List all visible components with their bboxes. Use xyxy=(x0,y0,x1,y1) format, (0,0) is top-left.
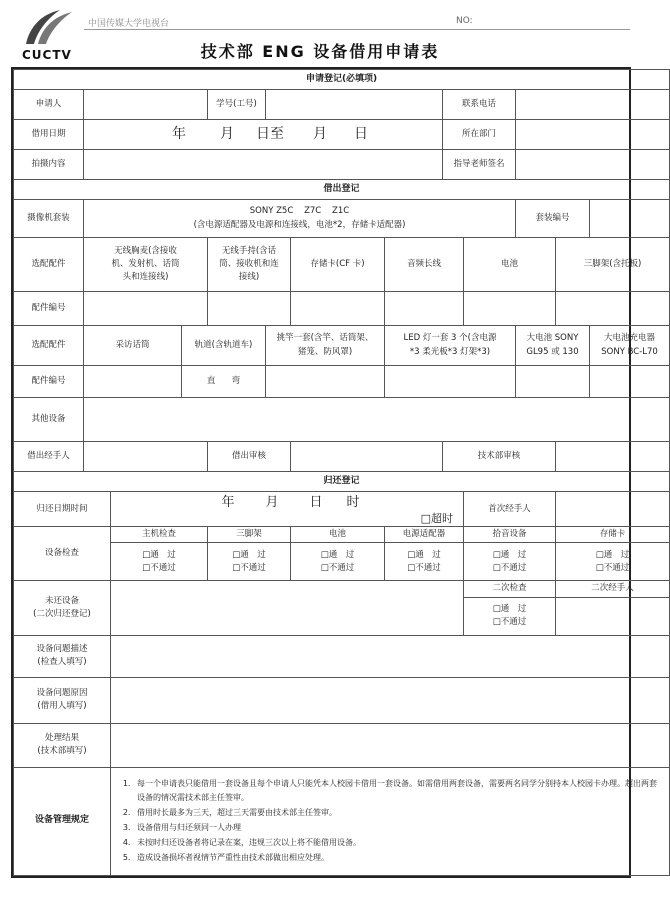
check-item-adapter: 电源适配器 xyxy=(385,527,464,543)
acc-no-field-6[interactable] xyxy=(556,292,670,326)
accessory-number-label-1: 配件编号 xyxy=(14,292,84,326)
acc-memory-card: 存储卡(CF 卡) xyxy=(291,238,385,292)
return-year: 年 xyxy=(221,495,235,510)
kit-number-field[interactable] xyxy=(590,200,670,238)
student-id-label: 学号(工号) xyxy=(208,90,266,120)
return-hour: 时 xyxy=(346,495,360,510)
teacher-sign-label: 指导老师签名 xyxy=(443,150,516,180)
logo-text: CUCTV xyxy=(22,48,72,62)
applicant-label: 申请人 xyxy=(14,90,84,120)
date-year: 年 xyxy=(172,125,186,142)
application-form xyxy=(11,67,658,878)
check-result-card[interactable]: □通 过 □不通过 xyxy=(556,543,670,581)
problem-desc-field[interactable] xyxy=(111,635,670,677)
acc-no-field-3[interactable] xyxy=(291,292,385,326)
check-item-tripod: 三脚架 xyxy=(208,527,291,543)
acc-led-light: LED 灯一套 3 个(含电源 *3 柔光板*3 灯架*3) xyxy=(385,326,516,366)
equipment-check-label: 设备检查 xyxy=(14,527,111,581)
rule-item: 1. 每一个申请表只能借用一套设备且每个申请人只能凭本人校园卡借用一套设备。如需借用两套设备，需要两名同学分别持本人校园卡办理。超出两套设备的情况需技术部主任签审。 xyxy=(133,777,663,807)
acc-wireless-handheld: 无线手持(含话 筒、接收机和连 接线) xyxy=(208,238,291,292)
return-month: 月 xyxy=(265,495,279,510)
check-result-audio[interactable]: □通 过 □不通过 xyxy=(464,543,556,581)
form-title: 技术部 ENG 设备借用申请表 xyxy=(200,42,440,61)
acc-interview-mic: 采访话筒 xyxy=(84,326,182,366)
first-handler-field[interactable] xyxy=(556,492,670,527)
check-result-adapter[interactable]: □通 过 □不通过 xyxy=(385,543,464,581)
rule-item: 3. 设备借用与归还须同一人办理 xyxy=(133,821,663,836)
second-handler-label: 二次经手人 xyxy=(556,581,670,597)
acc-tripod: 三脚架(含托板) xyxy=(556,238,670,292)
date-month: 月 xyxy=(220,125,234,142)
acc-no-field-10[interactable] xyxy=(385,366,516,398)
acc-charger: 大电池充电器 SONY BC-L70 xyxy=(590,326,670,366)
form-number-label: NO: xyxy=(456,16,473,26)
kit-number-label: 套装编号 xyxy=(516,200,590,238)
accessory-label-2: 选配配件 xyxy=(14,326,84,366)
return-time-field[interactable] xyxy=(111,492,464,527)
accessory-number-label-2: 配件编号 xyxy=(14,366,84,398)
department-label: 所在部门 xyxy=(443,120,516,150)
acc-audio-cable: 音频长线 xyxy=(385,238,464,292)
check-item-audio: 拾音设备 xyxy=(464,527,556,543)
acc-big-battery: 大电池 SONY GL95 或 130 xyxy=(516,326,590,366)
date-month-end: 月 xyxy=(313,125,327,142)
return-section-title: 归还登记 xyxy=(14,472,670,492)
camera-kit-note: (含电源适配器及电源和连接线，电池*2，存储卡适配器) xyxy=(193,219,406,230)
overtime-checkbox[interactable]: □超时 xyxy=(420,512,453,526)
acc-no-field-7[interactable] xyxy=(84,366,182,398)
tech-review-label: 技术部审核 xyxy=(443,442,556,472)
track-curve: 弯 xyxy=(231,375,241,386)
unreturned-label: 未还设备 (二次归还登记) xyxy=(14,581,111,635)
check-item-battery: 电池 xyxy=(291,527,385,543)
content-label: 拍摄内容 xyxy=(14,150,84,180)
other-equipment-label: 其他设备 xyxy=(14,398,84,442)
phone-field[interactable] xyxy=(516,90,670,120)
acc-no-field-1[interactable] xyxy=(84,292,208,326)
content-field[interactable] xyxy=(84,150,443,180)
rules-label: 设备管理规定 xyxy=(14,767,111,875)
date-day-end: 日 xyxy=(354,125,368,142)
rules-text xyxy=(111,767,670,875)
check-item-card: 存储卡 xyxy=(556,527,670,543)
second-handler-field[interactable] xyxy=(556,597,670,635)
form-header xyxy=(0,0,640,66)
apply-section-title: 申请登记(必填项) xyxy=(14,70,670,90)
accessory-label-1: 选配配件 xyxy=(14,238,84,292)
acc-no-field-11[interactable] xyxy=(516,366,590,398)
second-check-label: 二次检查 xyxy=(464,581,556,597)
result-label: 处理结果 (技术部填写) xyxy=(14,723,111,767)
return-time-label: 归还日期时间 xyxy=(14,492,111,527)
lend-section-title: 借出登记 xyxy=(14,180,670,200)
check-result-battery[interactable]: □通 过 □不通过 xyxy=(291,543,385,581)
acc-battery: 电池 xyxy=(464,238,556,292)
rule-item: 4. 未按时归还设备者将记录在案，违规三次以上将不能借用设备。 xyxy=(133,836,663,851)
header-divider xyxy=(84,29,630,30)
department-field[interactable] xyxy=(516,120,670,150)
acc-no-field-9[interactable] xyxy=(266,366,385,398)
other-equipment-field[interactable] xyxy=(84,398,670,442)
unreturned-field[interactable] xyxy=(111,581,464,635)
teacher-sign-field[interactable] xyxy=(516,150,670,180)
track-straight: 直 xyxy=(206,375,216,386)
acc-no-field-5[interactable] xyxy=(464,292,556,326)
date-day-to: 日至 xyxy=(256,125,284,142)
phone-label: 联系电话 xyxy=(443,90,516,120)
applicant-field[interactable] xyxy=(84,90,208,120)
acc-no-field-12[interactable] xyxy=(590,366,670,398)
check-result-host[interactable]: □通 过 □不通过 xyxy=(111,543,208,581)
rule-item: 2. 借用时长最多为三天，超过三天需要由技术部主任签审。 xyxy=(133,806,663,821)
lend-handler-field[interactable] xyxy=(84,442,208,472)
return-day: 日 xyxy=(309,495,323,510)
tech-review-field[interactable] xyxy=(556,442,670,472)
rule-item: 5. 造成设备损坏者视情节严重性由技术部做出相应处理。 xyxy=(133,851,663,866)
student-id-field[interactable] xyxy=(266,90,443,120)
org-name: 中国传媒大学电视台 xyxy=(88,19,170,29)
problem-desc-label: 设备问题描述 (检查人填写) xyxy=(14,635,111,677)
borrow-date-field[interactable] xyxy=(84,120,443,150)
first-handler-label: 首次经手人 xyxy=(464,492,556,527)
lend-handler-label: 借出经手人 xyxy=(14,442,84,472)
acc-no-field-2[interactable] xyxy=(208,292,291,326)
check-item-host: 主机检查 xyxy=(111,527,208,543)
acc-no-field-8 xyxy=(182,366,266,398)
result-field[interactable] xyxy=(111,723,670,767)
acc-wireless-lapel: 无线胸麦(含接收 机、发射机、话筒 头和连接线) xyxy=(84,238,208,292)
acc-no-field-4[interactable] xyxy=(385,292,464,326)
problem-cause-field[interactable] xyxy=(111,677,670,723)
problem-cause-label: 设备问题原因 (借用人填写) xyxy=(14,677,111,723)
lend-review-label: 借出审核 xyxy=(208,442,291,472)
camera-kit-label: 摄像机套装 xyxy=(14,200,84,238)
acc-track: 轨道(含轨道车) xyxy=(182,326,266,366)
borrow-date-label: 借用日期 xyxy=(14,120,84,150)
camera-models: SONY Z5C Z7C Z1C xyxy=(249,206,350,217)
camera-kit-cell xyxy=(84,200,516,238)
lend-review-field[interactable] xyxy=(291,442,443,472)
acc-boom-pole: 挑竿一套(含竿、话筒架、 猪笼、防风罩) xyxy=(266,326,385,366)
second-check-result[interactable]: □通 过 □不通过 xyxy=(464,597,556,635)
check-result-tripod[interactable]: □通 过 □不通过 xyxy=(208,543,291,581)
